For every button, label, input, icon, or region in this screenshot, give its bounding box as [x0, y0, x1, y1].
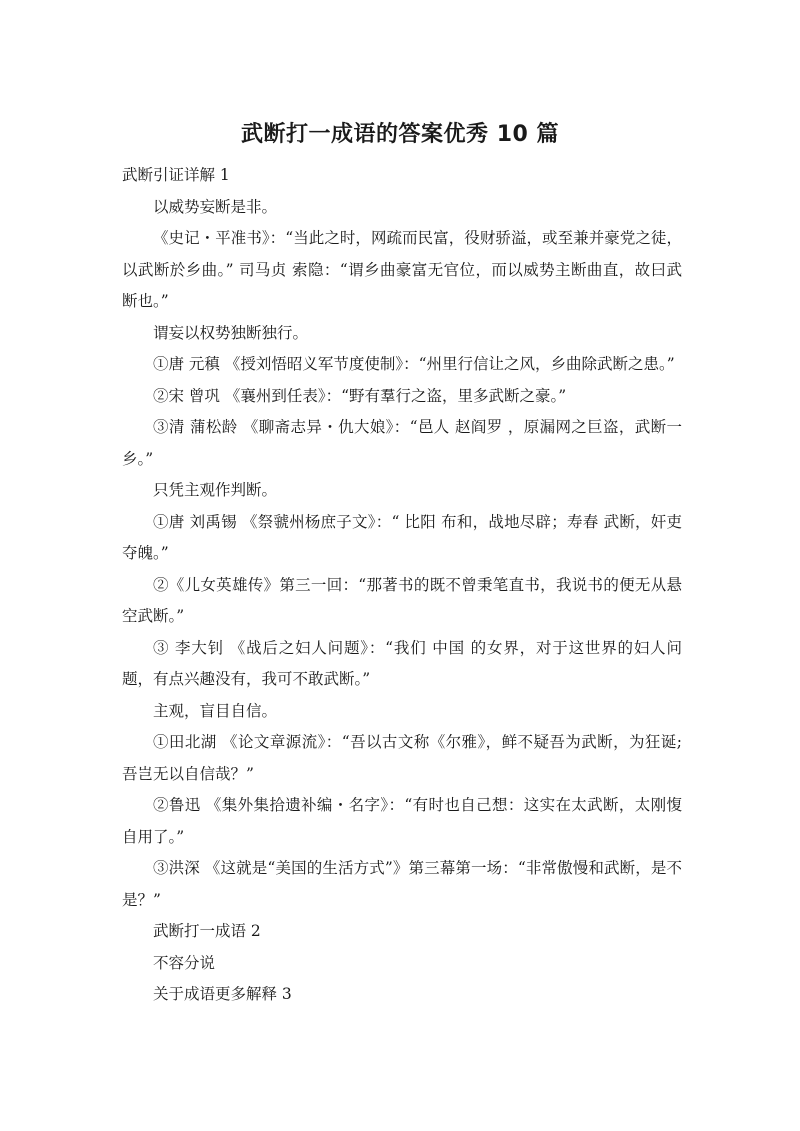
paragraph: 《史记・平准书》：“当此之时，网疏而民富，役财骄溢，或至兼并豪党之徒，以武断於乡曲。” 司马贞 索隐：“谓乡曲豪富无官位，而以威势主断曲直，故曰武断也。” [122, 229, 682, 310]
paragraph: ③洪深 《这就是“美国的生活方式”》第三幕第一场：“非常傲慢和武断，是不是？” [122, 859, 682, 909]
document-body [122, 160, 682, 1011]
section-heading: 关于成语更多解释 3 [153, 985, 292, 1003]
document-title: 武断打一成语的答案优秀 10 篇 [241, 122, 559, 147]
paragraph: ①唐 元稹 《授刘悟昭义军节度使制》：“州里行信让之风，乡曲除武断之患。” [153, 355, 675, 373]
paragraph: ③清 蒲松龄 《聊斋志异・仇大娘》：“邑人 赵阎罗 ，原漏网之巨盗，武断一乡。” [122, 418, 682, 468]
paragraph: 以威势妄断是非。 [153, 197, 278, 216]
section-heading: 武断打一成语 2 [153, 922, 261, 940]
paragraph: ①田北湖 《论文章源流》：“吾以古文称《尔雅》，鲜不疑吾为武断，为狂诞;吾岂无以自信哉？” [122, 733, 682, 783]
paragraph: ①唐 刘禹锡 《祭虢州杨庶子文》：“ 比阳 布和，战地尽辟；寿春 武断，奸吏夺魄。” [122, 512, 682, 562]
paragraph: 主观，盲目自信。 [153, 701, 278, 720]
paragraph: ③ 李大钊 《战后之妇人问题》：“我们 中国 的女界，对于这世界的妇人问题，有点兴趣没有，我可不敢武断。” [122, 638, 682, 688]
paragraph: 不容分说 [153, 953, 216, 972]
paragraph: ②鲁迅 《集外集拾遗补编・名字》：“有时也自己想：这实在太武断，太刚愎自用了。” [122, 796, 682, 846]
paragraph: ②宋 曾巩 《襄州到任表》：“野有羣行之盗，里多武断之豪。” [153, 386, 567, 405]
paragraph: 只凭主观作判断。 [153, 481, 278, 499]
section-heading: 武断引证详解 1 [122, 166, 230, 184]
paragraph: 谓妄以权势独断独行。 [153, 323, 309, 342]
paragraph: ②《儿女英雄传》第三一回：“那著书的既不曾秉笔直书，我说书的便无从悬空武断。” [122, 575, 682, 625]
